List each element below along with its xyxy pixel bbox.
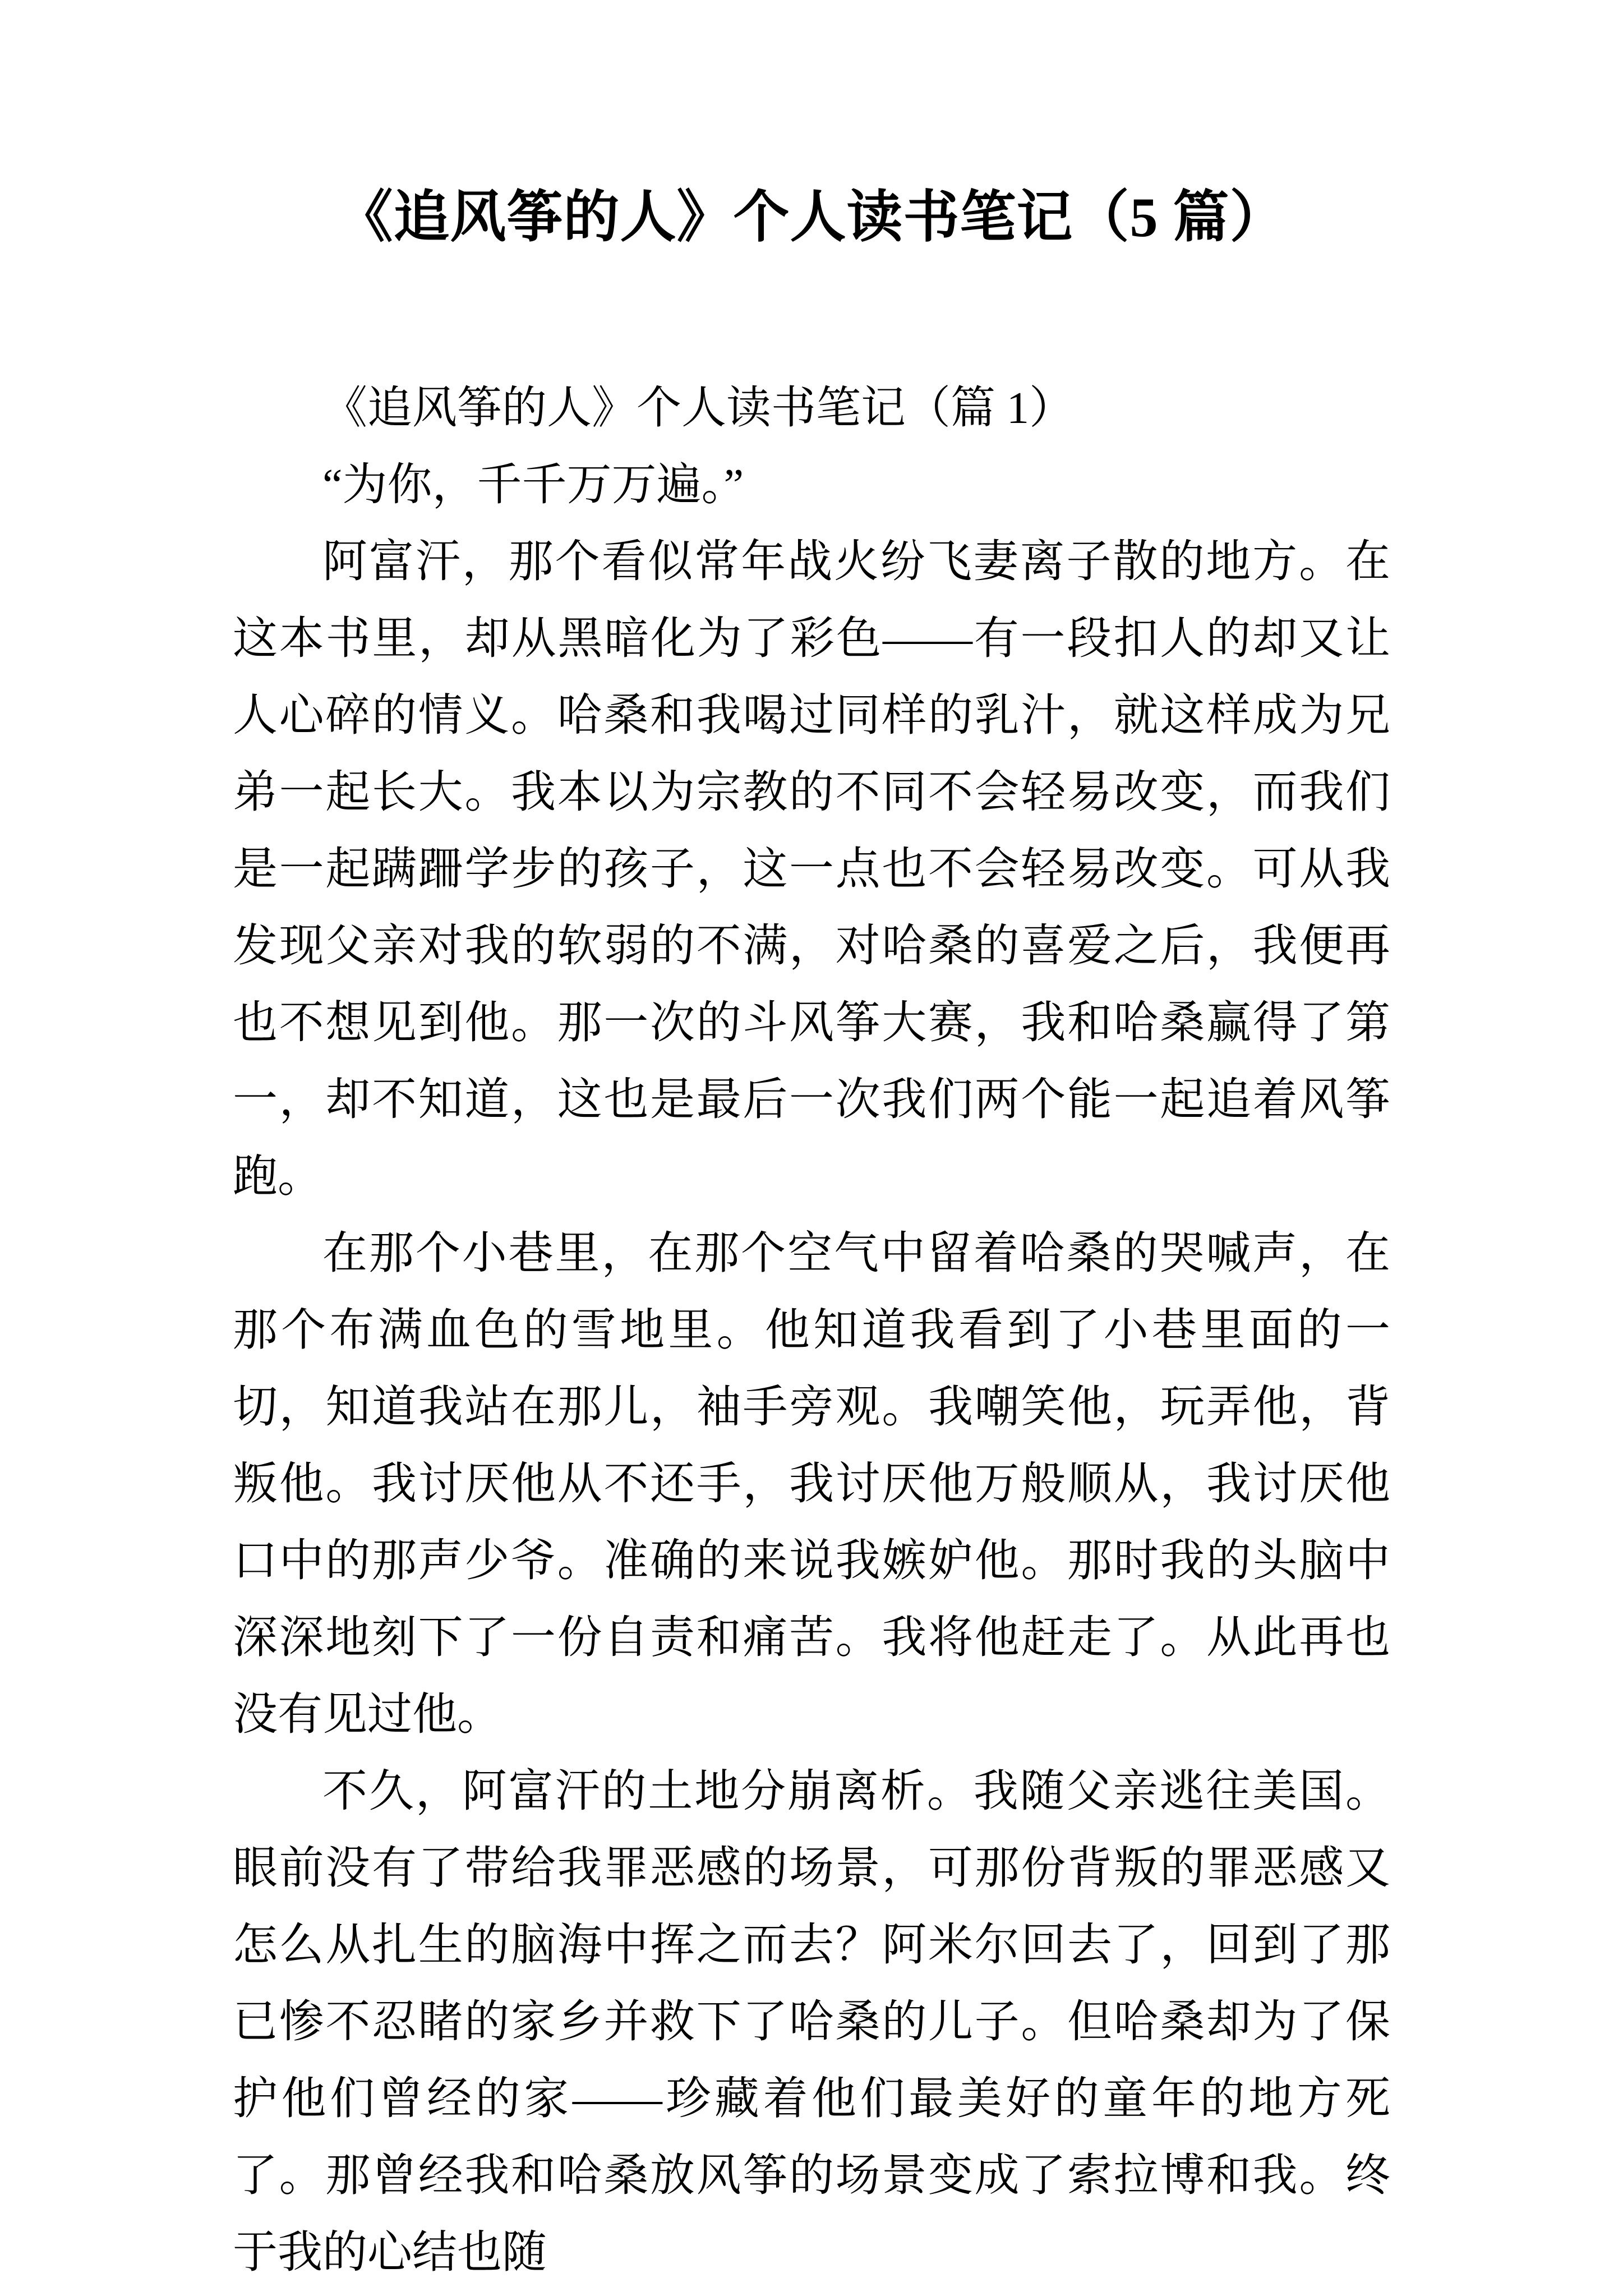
paragraph: 《追风筝的人》个人读书笔记（篇 1） (322, 384, 1074, 433)
paragraph: 在那个小巷里，在那个空气中留着哈桑的哭喊声，在那个布满血色的雪地里。他知道我看到了小巷里面的一切，知道我站在那儿，袖手旁观。我嘲笑他，玩弄他，背叛他。我讨厌他从不还手，我讨厌他万般顺从，我讨厌他口中的那声少爷。准确的来说我嫉妒他。那时我的头脑中深深地刻下了一份自责和痛苦。我将他赶走了。从此再也没有见过他。 (233, 1229, 1390, 1740)
document-body (233, 370, 1390, 2292)
paragraph: 阿富汗，那个看似常年战火纷飞妻离子散的地方。在这本书里，却从黑暗化为了彩色——有一段扣人的却又让人心碎的情义。哈桑和我喝过同样的乳汁，就这样成为兄弟一起长大。我本以为宗教的不同不会轻易改变，而我们是一起蹒跚学步的孩子，这一点也不会轻易改变。可从我发现父亲对我的软弱的不满，对哈桑的喜爱之后，我便再也不想见到他。那一次的斗风筝大赛，我和哈桑赢得了第一，却不知道，这也是最后一次我们两个能一起追着风筝跑。 (233, 537, 1390, 1202)
paragraph: “为你，千千万万遍。” (322, 461, 744, 510)
paragraph: 不久，阿富汗的土地分崩离析。我随父亲逃往美国。眼前没有了带给我罪恶感的场景，可那份背叛的罪恶感又怎么从扎生的脑海中挥之而去？阿米尔回去了，回到了那已惨不忍睹的家乡并救下了哈桑的儿子。但哈桑却为了保护他们曾经的家——珍藏着他们最美好的童年的地方死了。那曾经我和哈桑放风筝的场景变成了索拉博和我。终于我的心结也随 (233, 1767, 1390, 2277)
document-title: 《追风筝的人》个人读书笔记（5 篇） (336, 186, 1287, 249)
